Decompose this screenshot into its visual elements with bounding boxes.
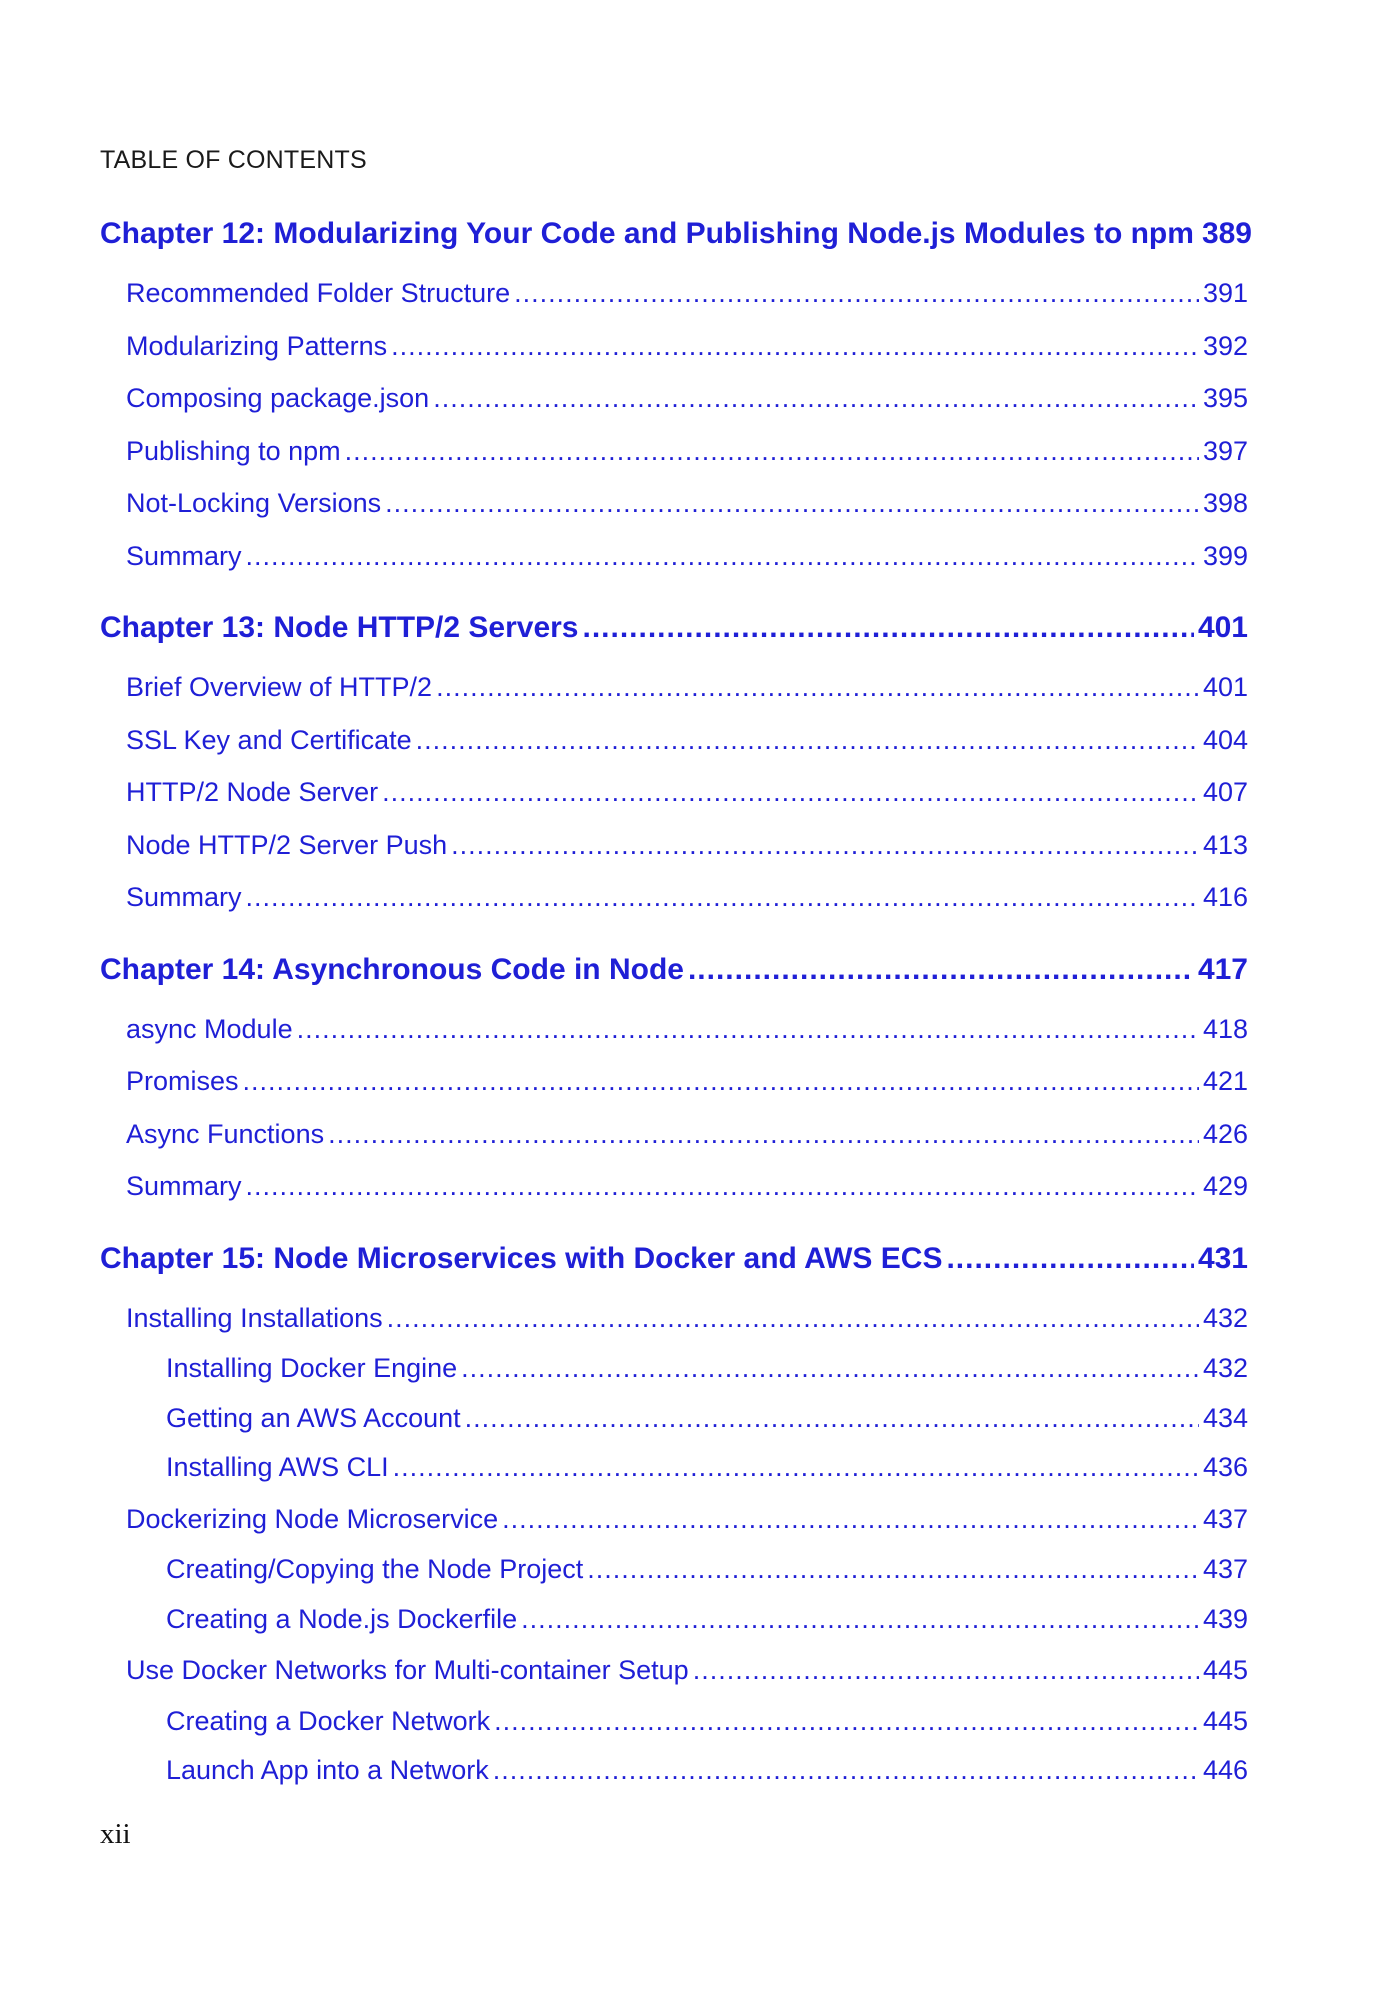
toc-entry-title: Async Functions (126, 1118, 325, 1149)
toc-entry-title: Summary (126, 540, 242, 571)
dot-leader (494, 1697, 1199, 1747)
toc-entry-page-number: 432 (1202, 1353, 1248, 1383)
toc-entry-title: Dockerizing Node Microservice (126, 1503, 499, 1534)
dot-leader (416, 714, 1199, 767)
toc-entry-page-number: 404 (1202, 724, 1248, 755)
toc-entry-title: HTTP/2 Node Server (126, 777, 379, 807)
toc-entry-page-number: 439 (1202, 1603, 1248, 1634)
toc-entry-title: Chapter 13: Node HTTP/2 Servers (100, 611, 579, 644)
toc-section-link[interactable] (100, 477, 1248, 530)
toc-entry-title: SSL Key and Certificate (126, 724, 412, 755)
toc-entry-title: Promises (126, 1066, 239, 1096)
toc-entry-title: Launch App into a Network (166, 1755, 489, 1785)
toc-section-link[interactable] (100, 1292, 1248, 1345)
dot-leader (297, 1003, 1199, 1056)
toc-entry-title: Chapter 12: Modularizing Your Code and Publishing Node.js Modules to npm (100, 217, 1194, 250)
toc-entry-page-number: 445 (1202, 1705, 1248, 1736)
toc-subsection-link[interactable] (100, 1394, 1248, 1444)
toc-section-link[interactable] (100, 766, 1248, 819)
dot-leader (436, 661, 1199, 714)
toc-entry-page-number: 429 (1202, 1171, 1248, 1201)
toc-section-link[interactable] (100, 1644, 1248, 1697)
dot-leader (385, 477, 1199, 530)
toc-entry-title: Use Docker Networks for Multi-container Setup (126, 1655, 689, 1685)
toc-subsection-link[interactable] (100, 1595, 1248, 1645)
toc-subsection-link[interactable] (100, 1443, 1248, 1493)
toc-section-link[interactable] (100, 320, 1248, 373)
toc-subsection-link[interactable] (100, 1545, 1248, 1595)
toc-entry-title: Getting an AWS Account (166, 1402, 461, 1433)
toc-entry-page-number: 395 (1202, 383, 1248, 413)
dot-leader (521, 1595, 1199, 1645)
page-number: xii (100, 1818, 131, 1850)
dot-leader (246, 871, 1199, 924)
toc-entry-title: Node HTTP/2 Server Push (126, 829, 448, 860)
toc-entry-page-number: 401 (1202, 672, 1248, 702)
toc-section-link[interactable] (100, 661, 1248, 714)
toc-entry-title: Creating/Copying the Node Project (166, 1554, 584, 1584)
toc-entry-page-number: 389 (1201, 217, 1252, 250)
dot-leader (502, 1493, 1199, 1546)
toc-entry-title: Summary (126, 1171, 242, 1201)
toc-entry-page-number: 437 (1202, 1503, 1248, 1534)
toc-section-link[interactable] (100, 1055, 1248, 1108)
toc-entry-title: Creating a Docker Network (166, 1705, 491, 1736)
toc-entry-title: Not-Locking Versions (126, 488, 382, 518)
toc-entry-page-number: 392 (1202, 330, 1248, 361)
toc-entry-page-number: 437 (1202, 1554, 1248, 1584)
toc-entry-page-number: 417 (1197, 952, 1248, 986)
toc-entry-page-number: 407 (1202, 777, 1248, 807)
running-head: TABLE OF CONTENTS (100, 146, 367, 174)
toc-chapter-link[interactable] (100, 1225, 1248, 1292)
toc-subsection-link[interactable] (100, 1746, 1248, 1796)
toc-section-link[interactable] (100, 1108, 1248, 1161)
toc-entry-title: Installing Installations (126, 1302, 383, 1333)
dot-leader (583, 594, 1194, 661)
dot-leader (688, 936, 1194, 1003)
dot-leader (514, 267, 1199, 320)
dot-leader (382, 766, 1199, 819)
dot-leader (465, 1394, 1199, 1444)
table-of-contents (100, 200, 1252, 1796)
toc-entry-page-number: 418 (1202, 1013, 1248, 1044)
toc-entry-page-number: 413 (1202, 829, 1248, 860)
dot-leader (693, 1644, 1199, 1697)
toc-entry-page-number: 398 (1202, 488, 1248, 518)
toc-entry-page-number: 446 (1202, 1755, 1248, 1785)
toc-section-link[interactable] (100, 267, 1248, 320)
toc-entry-page-number: 431 (1197, 1241, 1248, 1275)
toc-entry-title: Installing Docker Engine (166, 1353, 458, 1383)
toc-entry-page-number: 421 (1202, 1066, 1248, 1096)
dot-leader (328, 1108, 1199, 1161)
toc-section-link[interactable] (100, 530, 1248, 583)
toc-entry-page-number: 397 (1202, 435, 1248, 466)
dot-leader (243, 1055, 1199, 1108)
toc-subsection-link[interactable] (100, 1697, 1248, 1747)
toc-entry-page-number: 399 (1202, 540, 1248, 571)
toc-entry-title: Modularizing Patterns (126, 330, 388, 361)
toc-section-link[interactable] (100, 1003, 1248, 1056)
toc-entry-page-number: 401 (1197, 611, 1248, 644)
toc-entry-page-number: 432 (1202, 1302, 1248, 1333)
dot-leader (433, 372, 1199, 425)
toc-chapter-link[interactable] (100, 594, 1248, 661)
toc-entry-title: async Module (126, 1013, 293, 1044)
toc-subsection-link[interactable] (100, 1344, 1248, 1394)
dot-leader (461, 1344, 1199, 1394)
toc-entry-page-number: 436 (1202, 1452, 1248, 1482)
dot-leader (946, 1225, 1193, 1292)
toc-entry-title: Summary (126, 882, 242, 912)
toc-section-link[interactable] (100, 372, 1248, 425)
toc-entry-title: Creating a Node.js Dockerfile (166, 1603, 518, 1634)
toc-entry-page-number: 416 (1202, 882, 1248, 912)
toc-entry-title: Recommended Folder Structure (126, 278, 511, 308)
toc-section-link[interactable] (100, 819, 1248, 872)
toc-entry-page-number: 426 (1202, 1118, 1248, 1149)
dot-leader (587, 1545, 1199, 1595)
dot-leader (387, 1292, 1199, 1345)
dot-leader (451, 819, 1199, 872)
toc-section-link[interactable] (100, 714, 1248, 767)
toc-section-link[interactable] (100, 871, 1248, 924)
dot-leader (246, 530, 1199, 583)
dot-leader (345, 425, 1199, 478)
toc-section-link[interactable] (100, 1160, 1248, 1213)
toc-entry-title: Chapter 14: Asynchronous Code in Node (100, 952, 684, 986)
toc-entry-title: Chapter 15: Node Microservices with Docker and AWS ECS (100, 1241, 943, 1275)
toc-entry-title: Publishing to npm (126, 435, 341, 466)
toc-entry-page-number: 434 (1202, 1402, 1248, 1433)
toc-entry-page-number: 445 (1202, 1655, 1248, 1685)
toc-entry-title: Installing AWS CLI (166, 1452, 389, 1482)
toc-entry-page-number: 391 (1202, 278, 1248, 308)
dot-leader (393, 1443, 1199, 1493)
toc-chapter-link[interactable] (100, 936, 1248, 1003)
toc-section-link[interactable] (100, 1493, 1248, 1546)
toc-entry-title: Composing package.json (126, 383, 430, 413)
dot-leader (493, 1746, 1199, 1796)
dot-leader (391, 320, 1199, 373)
toc-chapter-link[interactable] (100, 200, 1252, 267)
dot-leader (246, 1160, 1199, 1213)
toc-section-link[interactable] (100, 425, 1248, 478)
toc-entry-title: Brief Overview of HTTP/2 (126, 672, 433, 702)
